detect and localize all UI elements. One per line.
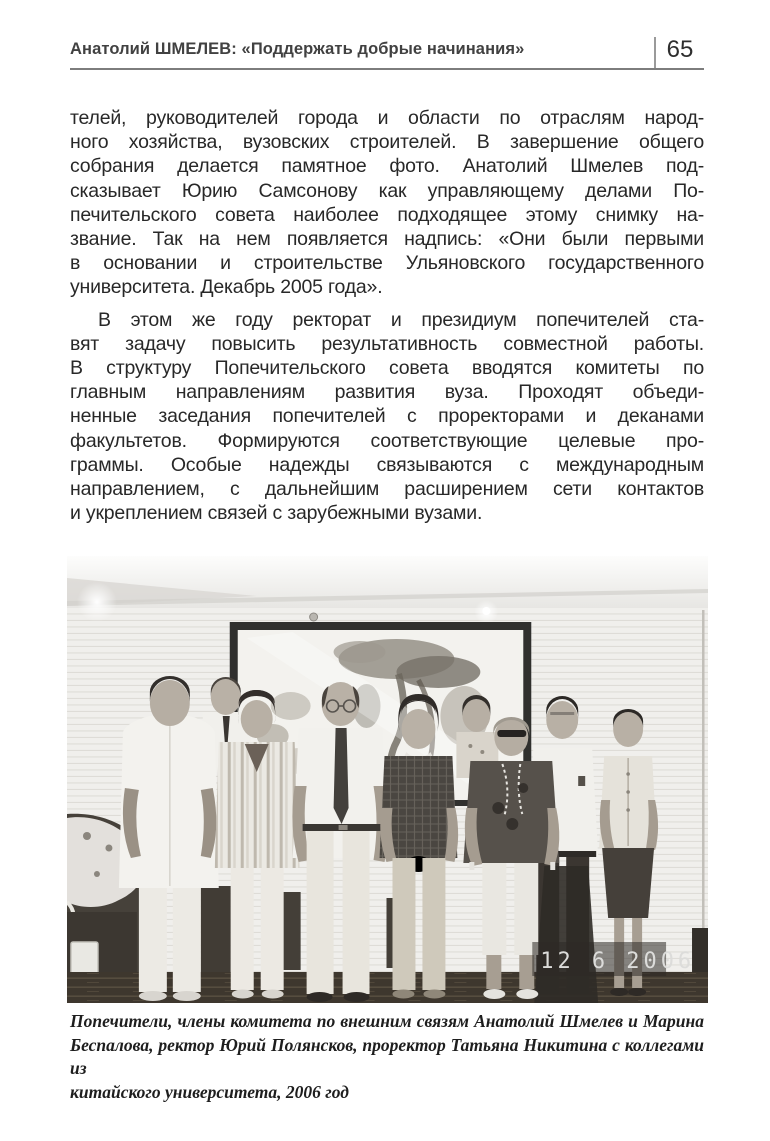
group-photo <box>67 556 708 1003</box>
article <box>70 106 704 525</box>
photo-illustration <box>67 556 708 1003</box>
text-line: собрания делается памятное фото. Анатолий Шмелев под- <box>70 155 704 178</box>
page-number: 65 <box>666 36 694 63</box>
text-line: в основании и строительстве Ульяновского государственного <box>70 252 704 275</box>
text-line: университета. Декабрь 2005 года». <box>70 276 383 299</box>
header-rule <box>70 68 704 70</box>
photo-caption <box>70 1010 704 1104</box>
text-line: ненные заседания попечителей с проректорами и деканами <box>70 405 704 428</box>
caption-line: Беспалова, ректор Юрий Полянсков, проректор Татьяна Никитина с коллегами из <box>70 1034 704 1079</box>
text-line: вят задачу повысить результативность совместной работы. <box>70 332 704 355</box>
paragraph <box>70 106 704 300</box>
text-line: факультетов. Формируются соответствующие целевые про- <box>70 429 704 452</box>
text-line: печительского совета наиболее подходящее этому снимку на- <box>70 203 704 226</box>
text-line: В этом же году ректорат и президиум попечителей ста- <box>98 308 704 331</box>
text-line: телей, руководителей города и области по отраслям народ- <box>70 107 704 129</box>
paragraph <box>70 308 704 526</box>
text-line: направлением, с дальнейшим расширением сети контактов <box>70 478 704 501</box>
text-line: В структуру Попечительского совета вводятся комитеты по <box>70 357 704 380</box>
text-line: ного хозяйства, вузовских строителей. В завершение общего <box>70 131 704 154</box>
date-stamp-text: 12 6 2006 <box>540 948 696 975</box>
text-line: звание. Так на нем появляется надпись: «Они были первыми <box>70 228 704 251</box>
text-line: и укреплением связей с зарубежными вузами. <box>70 502 483 525</box>
caption-line: китайского университета, 2006 год <box>70 1081 349 1102</box>
text-line: главным направлениям развития вуза. Проходят объеди- <box>70 381 704 404</box>
text-line: граммы. Особые надежды связываются с международным <box>70 453 704 476</box>
running-title: Анатолий ШМЕЛЕВ: «Поддержать добрые начинания» <box>70 40 525 58</box>
caption-line: Попечители, члены комитета по внешним связям Анатолий Шмелев и Марина <box>70 1011 704 1031</box>
text-line: сказывает Юрию Самсонову как управляющему делами По- <box>70 179 704 202</box>
